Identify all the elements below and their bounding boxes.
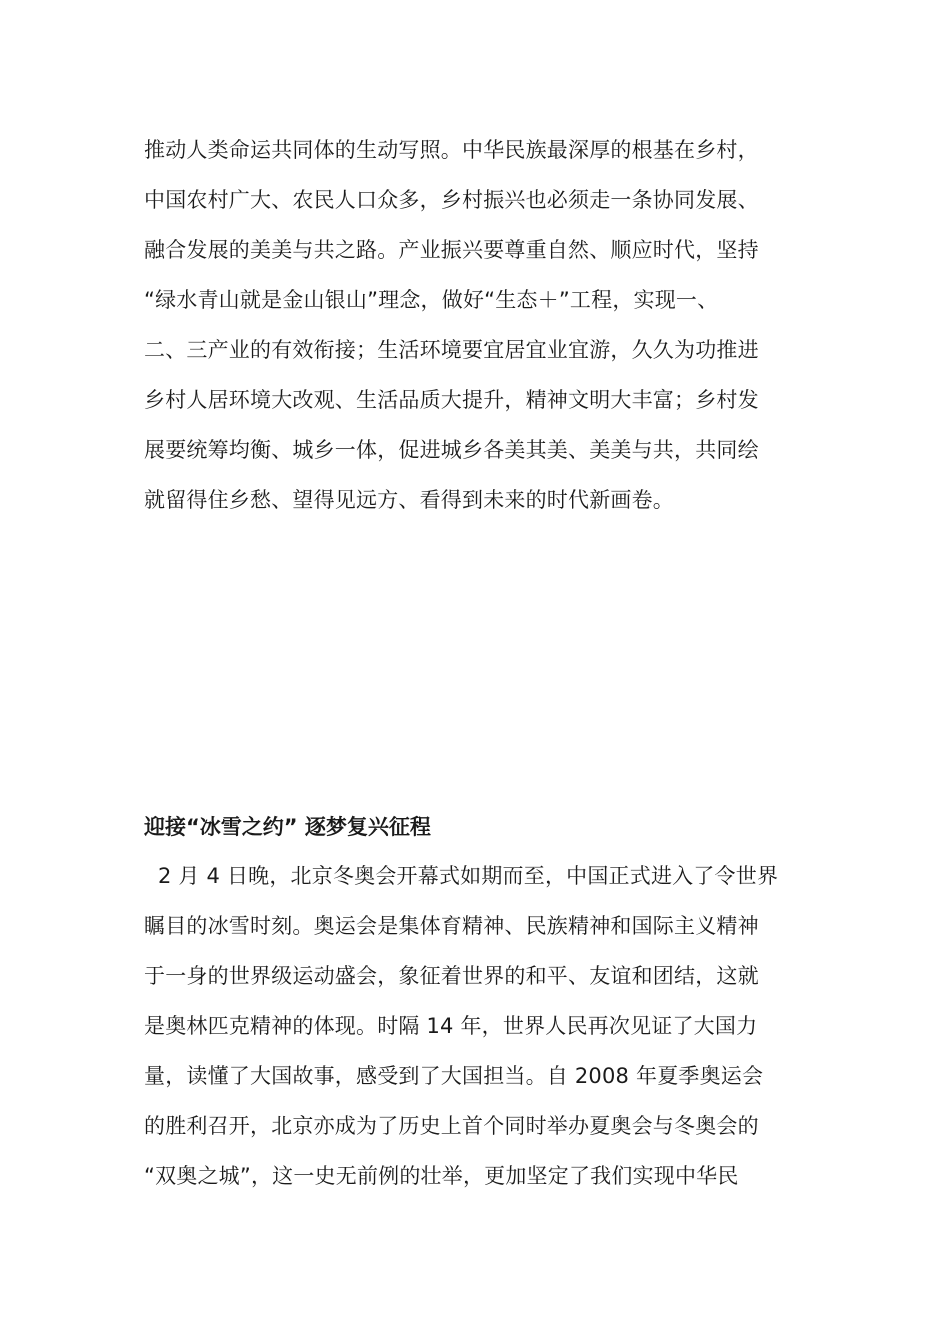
text-line: 量，读懂了大国故事，感受到了大国担当。自 2008 年夏季奥运会	[144, 1064, 764, 1088]
text-line: 瞩目的冰雪时刻。奥运会是集体育精神、民族精神和国际主义精神	[144, 914, 759, 938]
text-line: “绿水青山就是金山银山”理念，做好“生态＋”工程，实现一、	[144, 288, 719, 312]
section-title: 迎接“冰雪之约” 逐梦复兴征程	[144, 815, 431, 839]
text-line: 二、三产业的有效衔接；生活环境要宜居宜业宜游，久久为功推进	[144, 338, 759, 362]
text-line: 是奥林匹克精神的体现。时隔 14 年，世界人民再次见证了大国力	[144, 1014, 758, 1038]
text-line: 推动人类命运共同体的生动写照。中华民族最深厚的根基在乡村，	[144, 138, 759, 162]
text-line: 的胜利召开，北京亦成为了历史上首个同时举办夏奥会与冬奥会的	[144, 1114, 759, 1138]
text-line: 就留得住乡愁、望得见远方、看得到未来的时代新画卷。	[144, 488, 674, 512]
text-line: 2 月 4 日晚，北京冬奥会开幕式如期而至，中国正式进入了令世界	[158, 864, 779, 888]
text-line: 中国农村广大、农民人口众多，乡村振兴也必须走一条协同发展、	[144, 188, 759, 212]
text-line: 于一身的世界级运动盛会，象征着世界的和平、友谊和团结，这就	[144, 964, 759, 988]
text-line: “双奥之城”，这一史无前例的壮举，更加坚定了我们实现中华民	[144, 1164, 739, 1188]
text-line: 融合发展的美美与共之路。产业振兴要尊重自然、顺应时代，坚持	[144, 238, 759, 262]
text-line: 展要统筹均衡、城乡一体，促进城乡各美其美、美美与共，共同绘	[144, 438, 759, 462]
paragraph-winter-olympics	[144, 851, 816, 1201]
paragraph-rural-revitalization	[144, 125, 816, 525]
text-line: 乡村人居环境大改观、生活品质大提升，精神文明大丰富；乡村发	[144, 388, 759, 412]
